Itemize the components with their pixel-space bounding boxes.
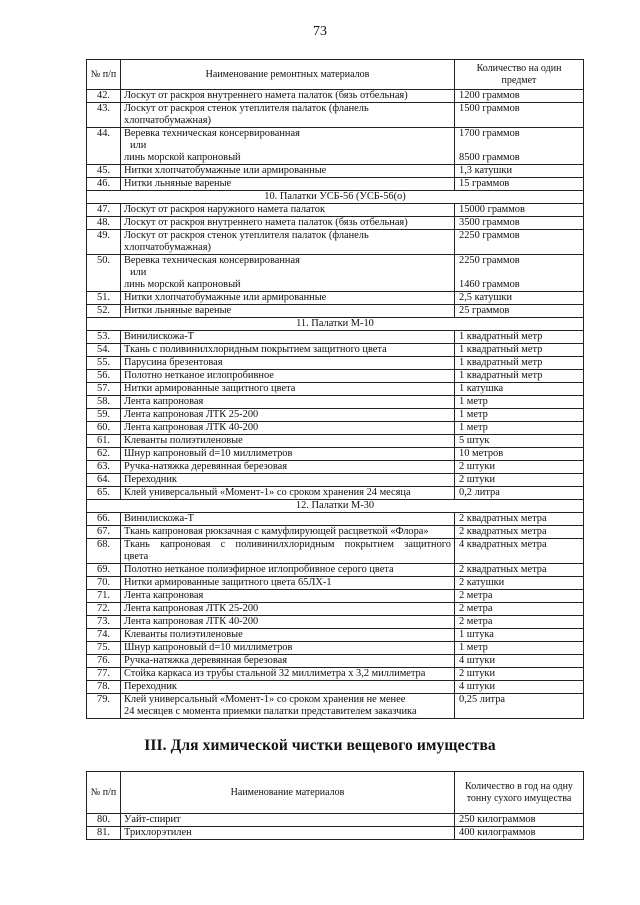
quantity-line: 15000 граммов	[459, 204, 525, 215]
row-number: 60.	[87, 422, 121, 435]
table-row	[87, 357, 584, 370]
material-name	[121, 435, 455, 448]
material-name	[121, 668, 455, 681]
header-name: Наименование материалов	[121, 772, 455, 814]
material-quantity	[455, 827, 584, 840]
repair-materials-table	[86, 59, 584, 719]
row-number: 51.	[87, 292, 121, 305]
material-name	[121, 305, 455, 318]
material-name	[121, 331, 455, 344]
row-number: 81.	[87, 827, 121, 840]
quantity-line: 2 квадратных метра	[459, 564, 547, 575]
quantity-line: 0,2 литра	[459, 487, 500, 498]
table-row	[87, 694, 584, 719]
quantity-line: 1700 граммов	[459, 128, 520, 139]
material-name	[121, 616, 455, 629]
material-name	[121, 629, 455, 642]
material-name	[121, 128, 455, 165]
table-row	[87, 590, 584, 603]
material-quantity	[455, 357, 584, 370]
material-name-line: Лоскут от раскроя внутреннего намета палаток (бязь отбельная)	[124, 217, 408, 228]
quantity-line: 2 метра	[459, 616, 493, 627]
row-number: 62.	[87, 448, 121, 461]
table-row	[87, 655, 584, 668]
material-name	[121, 539, 455, 564]
material-name	[121, 422, 455, 435]
material-name	[121, 292, 455, 305]
quantity-line: 2250 граммов	[459, 255, 520, 266]
material-quantity	[455, 230, 584, 255]
material-name	[121, 230, 455, 255]
quantity-line: 2 квадратных метра	[459, 513, 547, 524]
material-name	[121, 681, 455, 694]
material-name	[121, 103, 455, 128]
material-name	[121, 396, 455, 409]
material-quantity	[455, 616, 584, 629]
section-row	[87, 191, 584, 204]
material-name	[121, 370, 455, 383]
material-quantity	[455, 165, 584, 178]
material-name	[121, 603, 455, 616]
material-name-line: Полотно нетканое иглопробивное	[124, 370, 274, 381]
table-row	[87, 564, 584, 577]
row-number: 43.	[87, 103, 121, 128]
row-number: 47.	[87, 204, 121, 217]
material-name-line: Лента капроновая	[124, 590, 204, 601]
material-quantity	[455, 90, 584, 103]
material-quantity	[455, 474, 584, 487]
row-number: 42.	[87, 90, 121, 103]
dry-cleaning-materials-table	[86, 771, 584, 840]
material-quantity	[455, 642, 584, 655]
quantity-line: 250 килограммов	[459, 814, 536, 825]
quantity-line: 2 катушки	[459, 577, 505, 588]
material-name	[121, 827, 455, 840]
material-name	[121, 577, 455, 590]
quantity-line: 1500 граммов	[459, 103, 520, 114]
table-row	[87, 668, 584, 681]
table-row	[87, 448, 584, 461]
quantity-line: 1460 граммов	[459, 279, 520, 290]
table-row	[87, 461, 584, 474]
row-number: 53.	[87, 331, 121, 344]
row-number: 75.	[87, 642, 121, 655]
material-quantity	[455, 292, 584, 305]
quantity-line: 2 метра	[459, 603, 493, 614]
row-number: 67.	[87, 526, 121, 539]
material-quantity	[455, 590, 584, 603]
quantity-line: 4 квадратных метра	[459, 539, 547, 550]
table-row	[87, 474, 584, 487]
material-name-line: Ткань с поливинилхлоридным покрытием защитного цвета	[124, 344, 387, 355]
material-name	[121, 217, 455, 230]
quantity-line: 1 квадратный метр	[459, 331, 543, 342]
material-quantity	[455, 204, 584, 217]
material-name	[121, 255, 455, 292]
material-name-line: Уайт-спирит	[124, 814, 181, 825]
material-name-line: Лоскут от раскроя стенок утеплителя палаток (фланель	[124, 103, 369, 114]
material-quantity	[455, 305, 584, 318]
row-number: 73.	[87, 616, 121, 629]
row-number: 72.	[87, 603, 121, 616]
table-row	[87, 814, 584, 827]
material-name-line: Нитки хлопчатобумажные или армированные	[124, 165, 327, 176]
material-name-line: Ткань капроновая с поливинилхлоридным покрытием защитного	[124, 539, 451, 550]
material-name-line: линь морской капроновый	[124, 279, 241, 290]
material-name-line: Нитки армированные защитного цвета 65ЛХ-1	[124, 577, 332, 588]
table-row	[87, 383, 584, 396]
material-name-line: Лоскут от раскроя стенок утеплителя палаток (фланель	[124, 230, 369, 241]
row-number: 65.	[87, 487, 121, 500]
table-row	[87, 204, 584, 217]
quantity-line: 3500 граммов	[459, 217, 520, 228]
material-quantity	[455, 255, 584, 292]
material-quantity	[455, 814, 584, 827]
material-name-line: Лента капроновая ЛТК 40-200	[124, 422, 259, 433]
row-number: 58.	[87, 396, 121, 409]
material-name-line: цвета	[124, 551, 149, 562]
quantity-line: 1 метр	[459, 642, 488, 653]
table-row	[87, 435, 584, 448]
material-quantity	[455, 668, 584, 681]
table-row	[87, 217, 584, 230]
row-number: 64.	[87, 474, 121, 487]
row-number: 76.	[87, 655, 121, 668]
material-name-line: Нитки льняные вареные	[124, 305, 232, 316]
row-number: 59.	[87, 409, 121, 422]
material-quantity	[455, 564, 584, 577]
material-name	[121, 474, 455, 487]
material-name-line: Лоскут от раскроя наружного намета палаток	[124, 204, 326, 215]
material-quantity	[455, 577, 584, 590]
table-row	[87, 629, 584, 642]
quantity-line: 1 квадратный метр	[459, 357, 543, 368]
header-qty: Количество на один предмет	[455, 60, 584, 90]
material-name-line: или	[130, 267, 147, 278]
material-name-line: хлопчатобумажная)	[124, 115, 211, 126]
material-name-line: Шнур капроновый d=10 миллиметров	[124, 642, 293, 653]
quantity-line: 1 метр	[459, 396, 488, 407]
material-name	[121, 655, 455, 668]
table-row	[87, 422, 584, 435]
material-quantity	[455, 331, 584, 344]
material-quantity	[455, 409, 584, 422]
table-row	[87, 103, 584, 128]
table-row	[87, 255, 584, 292]
row-number: 56.	[87, 370, 121, 383]
material-name-line: Лента капроновая ЛТК 25-200	[124, 603, 259, 614]
row-number: 45.	[87, 165, 121, 178]
material-quantity	[455, 435, 584, 448]
material-quantity	[455, 513, 584, 526]
quantity-line: 2 квадратных метра	[459, 526, 547, 537]
page-number: 73	[313, 24, 327, 39]
material-quantity	[455, 603, 584, 616]
table-row	[87, 165, 584, 178]
quantity-line: 2 штуки	[459, 461, 496, 472]
table-row	[87, 292, 584, 305]
quantity-line: 8500 граммов	[459, 152, 520, 163]
material-name-line: Стойка каркаса из трубы стальной 32 миллиметра x 3,2 миллиметра	[124, 668, 426, 679]
section-heading: III. Для химической чистки вещевого имущества	[144, 737, 496, 754]
material-name	[121, 178, 455, 191]
material-name	[121, 564, 455, 577]
material-quantity	[455, 103, 584, 128]
quantity-line: 25 граммов	[459, 305, 510, 316]
material-name-line: Переходник	[124, 474, 177, 485]
material-name-line: Лента капроновая ЛТК 40-200	[124, 616, 259, 627]
material-name-line: Лента капроновая	[124, 396, 204, 407]
section-title: 10. Палатки УСБ-56 (УСБ-56(о)	[87, 191, 584, 204]
row-number: 77.	[87, 668, 121, 681]
material-name-line: Лоскут от раскроя внутреннего намета палаток (бязь отбельная)	[124, 90, 408, 101]
table-row	[87, 487, 584, 500]
row-number: 54.	[87, 344, 121, 357]
material-quantity	[455, 128, 584, 165]
material-quantity	[455, 539, 584, 564]
quantity-line: 1,3 катушки	[459, 165, 513, 176]
material-name-line: Нитки армированные защитного цвета	[124, 383, 296, 394]
section-title: 12. Палатки М-30	[87, 500, 584, 513]
material-name	[121, 165, 455, 178]
material-quantity	[455, 383, 584, 396]
quantity-line: 5 штук	[459, 435, 490, 446]
table-row	[87, 230, 584, 255]
material-name	[121, 344, 455, 357]
material-name-line: Нитки льняные вареные	[124, 178, 232, 189]
quantity-line: 1 метр	[459, 409, 488, 420]
material-name	[121, 526, 455, 539]
material-name-line: Винилискожа-Т	[124, 513, 195, 524]
row-number: 52.	[87, 305, 121, 318]
table-row	[87, 526, 584, 539]
table-row	[87, 539, 584, 564]
row-number: 57.	[87, 383, 121, 396]
table-row	[87, 603, 584, 616]
material-name-line: Клей универсальный «Момент-1» со сроком хранения 24 месяца	[124, 487, 411, 498]
row-number: 61.	[87, 435, 121, 448]
quantity-line: 0,25 литра	[459, 694, 506, 705]
material-quantity	[455, 448, 584, 461]
row-number: 80.	[87, 814, 121, 827]
material-name	[121, 448, 455, 461]
quantity-line: 2 штуки	[459, 474, 496, 485]
row-number: 79.	[87, 694, 121, 719]
material-name-line: Клеванты полиэтиленовые	[124, 435, 243, 446]
table-row	[87, 396, 584, 409]
row-number: 71.	[87, 590, 121, 603]
row-number: 66.	[87, 513, 121, 526]
row-number: 55.	[87, 357, 121, 370]
material-quantity	[455, 655, 584, 668]
material-name	[121, 357, 455, 370]
material-name	[121, 642, 455, 655]
row-number: 74.	[87, 629, 121, 642]
quantity-line: 2250 граммов	[459, 230, 520, 241]
quantity-line: 4 штуки	[459, 681, 496, 692]
material-name	[121, 90, 455, 103]
material-name-line: Нитки хлопчатобумажные или армированные	[124, 292, 327, 303]
material-name-line: Парусина брезентовая	[124, 357, 223, 368]
material-name	[121, 513, 455, 526]
material-quantity	[455, 461, 584, 474]
material-name-line: Переходник	[124, 681, 177, 692]
header-num: № п/п	[87, 772, 121, 814]
row-number: 44.	[87, 128, 121, 165]
material-name	[121, 204, 455, 217]
material-name	[121, 409, 455, 422]
quantity-line: 10 метров	[459, 448, 504, 459]
row-number: 49.	[87, 230, 121, 255]
material-name-line: или	[130, 140, 147, 151]
material-name-line: Лента капроновая ЛТК 25-200	[124, 409, 259, 420]
row-number: 70.	[87, 577, 121, 590]
material-quantity	[455, 178, 584, 191]
quantity-line: 1 квадратный метр	[459, 344, 543, 355]
material-name-line: хлопчатобумажная)	[124, 242, 211, 253]
quantity-line: 1 штука	[459, 629, 494, 640]
section-title: 11. Палатки М-10	[87, 318, 584, 331]
quantity-line	[459, 140, 580, 152]
table-row	[87, 616, 584, 629]
section-row	[87, 500, 584, 513]
quantity-line	[459, 267, 580, 279]
header-qty: Количество в год на одну тонну сухого имущества	[455, 772, 584, 814]
quantity-line: 1 квадратный метр	[459, 370, 543, 381]
material-name-line: Ручка-натяжка деревянная березовая	[124, 655, 287, 666]
material-quantity	[455, 487, 584, 500]
table-row	[87, 370, 584, 383]
quantity-line: 2 штуки	[459, 668, 496, 679]
material-name	[121, 461, 455, 474]
material-quantity	[455, 217, 584, 230]
material-name-line: Клеванты полиэтиленовые	[124, 629, 243, 640]
table-row	[87, 409, 584, 422]
material-name	[121, 383, 455, 396]
material-name-line: Веревка техническая консервированная	[124, 255, 300, 266]
row-number: 46.	[87, 178, 121, 191]
table-row	[87, 827, 584, 840]
material-name-line: Ткань капроновая рюкзачная с камуфлирующей расцветкой «Флора»	[124, 526, 429, 537]
material-quantity	[455, 629, 584, 642]
section-row	[87, 318, 584, 331]
quantity-line: 1 метр	[459, 422, 488, 433]
table-row	[87, 178, 584, 191]
quantity-line: 2 метра	[459, 590, 493, 601]
material-name-line: Винилискожа-Т	[124, 331, 195, 342]
quantity-line: 2,5 катушки	[459, 292, 513, 303]
material-name-line: Ручка-натяжка деревянная березовая	[124, 461, 287, 472]
material-quantity	[455, 370, 584, 383]
material-name	[121, 590, 455, 603]
row-number: 68.	[87, 539, 121, 564]
row-number: 78.	[87, 681, 121, 694]
material-name-line: Шнур капроновый d=10 миллиметров	[124, 448, 293, 459]
table-row	[87, 681, 584, 694]
material-quantity	[455, 344, 584, 357]
table-row	[87, 128, 584, 165]
row-number: 63.	[87, 461, 121, 474]
quantity-line: 1 катушка	[459, 383, 504, 394]
material-name-line: Веревка техническая консервированная	[124, 128, 300, 139]
row-number: 69.	[87, 564, 121, 577]
material-name	[121, 694, 455, 719]
material-name-line: Клей универсальный «Момент-1» со сроком хранения не менее	[124, 694, 406, 705]
material-quantity	[455, 694, 584, 719]
material-quantity	[455, 422, 584, 435]
header-name: Наименование ремонтных материалов	[121, 60, 455, 90]
table-row	[87, 90, 584, 103]
table-row	[87, 513, 584, 526]
material-name	[121, 814, 455, 827]
quantity-line: 400 килограммов	[459, 827, 536, 838]
material-quantity	[455, 526, 584, 539]
material-name-line: Полотно нетканое полиэфирное иглопробивное серого цвета	[124, 564, 394, 575]
material-name-line: линь морской капроновый	[124, 152, 241, 163]
table-row	[87, 331, 584, 344]
table-row	[87, 344, 584, 357]
header-num: № п/п	[87, 60, 121, 90]
table-row	[87, 305, 584, 318]
table-row	[87, 577, 584, 590]
material-quantity	[455, 681, 584, 694]
quantity-line: 15 граммов	[459, 178, 510, 189]
material-quantity	[455, 396, 584, 409]
material-name-line: 24 месяцев с момента приемки палатки представителем заказчика	[124, 706, 417, 717]
quantity-line: 4 штуки	[459, 655, 496, 666]
material-name	[121, 487, 455, 500]
row-number: 48.	[87, 217, 121, 230]
quantity-line: 1200 граммов	[459, 90, 520, 101]
table-row	[87, 642, 584, 655]
row-number: 50.	[87, 255, 121, 292]
material-name-line: Трихлорэтилен	[124, 827, 192, 838]
